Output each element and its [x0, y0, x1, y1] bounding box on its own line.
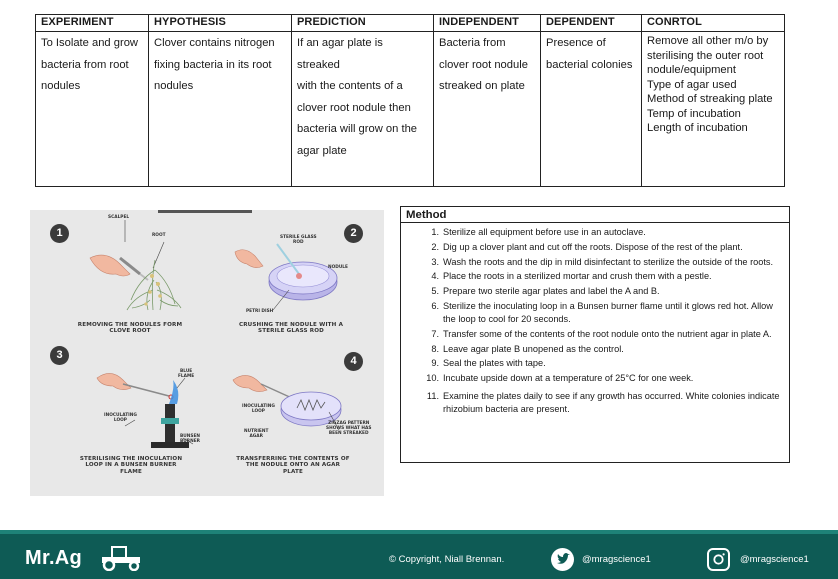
tractor-icon	[98, 545, 144, 571]
cell-line: Length of incubation	[647, 122, 748, 134]
list-item	[401, 241, 781, 254]
cell-independent	[434, 32, 541, 187]
cell-line: Method of streaking plate	[647, 93, 773, 105]
step-text: Wash the roots and the dip in mild disinfectant to sterilize the outside of the roots.	[443, 256, 774, 267]
cell-line: Temp of incubation	[647, 107, 741, 120]
step-badge-3: 3	[50, 346, 69, 365]
label-line: ROD	[293, 239, 304, 245]
step-text: Examine the plates daily to see if any growth has occurred. White colonies indicate rhizobium bacteria are present.	[443, 391, 780, 415]
cell-control	[642, 32, 785, 187]
divider	[158, 210, 252, 213]
list-item	[401, 226, 781, 239]
step-badge-1: 1	[50, 224, 69, 243]
header-control: CONRTOL	[642, 15, 785, 32]
step-number: 1.	[431, 227, 439, 237]
label-zigzag	[326, 422, 371, 437]
caption-step3	[62, 456, 200, 475]
caption-line: TRANSFERRING THE CONTENTS OF	[236, 456, 350, 462]
caption-line: PLATE	[283, 468, 303, 475]
cell-prediction	[292, 32, 434, 187]
label-line: LOOP	[113, 417, 127, 423]
label-line: BLUE	[179, 369, 193, 374]
cell-line: Remove all other m/o by	[647, 35, 769, 47]
cell-line: sterilising the outer root	[647, 49, 764, 62]
caption-line: CLOVE ROOT	[109, 328, 151, 335]
step-text: Place the roots in a sterilized mortar and crush them with a pestle.	[443, 271, 712, 282]
twitter-icon[interactable]	[551, 548, 574, 571]
twitter-handle[interactable]: @mragscience1	[582, 554, 651, 565]
label-line: LOOP	[251, 408, 265, 414]
cell-line: If an agar plate is streaked	[297, 37, 383, 71]
cell-line: clover root nodule then	[297, 101, 411, 114]
step-number: 8.	[431, 343, 439, 354]
step-text: Seal the plates with tape.	[443, 358, 546, 369]
label-scalpel: SCALPEL	[108, 215, 130, 220]
list-item	[401, 390, 781, 416]
label-line: BEEN STREAKED	[328, 430, 369, 436]
caption-line: FLAME	[120, 468, 142, 475]
step-number: 4.	[431, 271, 439, 282]
table-row	[36, 32, 785, 187]
footer	[0, 530, 838, 579]
label-nutrient-agar	[244, 430, 268, 440]
label-line: NUTRIENT	[244, 429, 269, 434]
cell-line: clover root nodule	[439, 58, 528, 71]
cell-line: Clover contains nitrogen	[154, 37, 275, 49]
list-item	[401, 372, 781, 385]
brand-logo	[25, 547, 82, 570]
step-number: 2.	[431, 241, 439, 252]
label-bunsen-burner	[180, 435, 200, 445]
label-line: STERILE GLASS	[280, 235, 317, 240]
label-root: ROOT	[152, 233, 166, 238]
list-item	[401, 300, 781, 326]
petri-dish-drawing	[225, 240, 345, 320]
cell-experiment	[36, 32, 149, 187]
cell-line: To Isolate and grow	[41, 37, 139, 49]
list-item	[401, 328, 781, 341]
list-item	[401, 285, 781, 298]
label-line: FLAME	[178, 373, 195, 379]
method-title: Method	[401, 207, 789, 223]
label-nodule: NODULE	[328, 265, 348, 270]
step-text: Prepare two sterile agar plates and label the A and B.	[443, 286, 660, 297]
instagram-handle[interactable]: @mragscience1	[740, 554, 809, 565]
cell-line: bacteria from root	[41, 58, 129, 71]
cell-hypothesis	[149, 32, 292, 187]
step-text: Sterilize the inoculating loop in a Bunsen burner flame until it glows red hot. Allow the loop to cool for 20 seconds.	[443, 300, 773, 324]
label-line: SHOWS WHAT HAS	[326, 425, 372, 431]
root-cutting-drawing	[70, 220, 190, 320]
step-text: Incubate upside down at a temperature of 25°C for one week.	[443, 373, 694, 384]
step-text: Leave agar plate B unopened as the control.	[443, 343, 624, 354]
step-number: 7.	[431, 328, 439, 339]
header-hypothesis: HYPOTHESIS	[149, 15, 292, 32]
label-blue-flame	[178, 370, 194, 380]
caption-line: STERILE GLASS ROD	[258, 328, 324, 335]
list-item	[401, 256, 781, 269]
caption-step2	[226, 322, 356, 335]
table-header-row	[36, 15, 785, 32]
list-item	[401, 357, 781, 370]
list-item	[401, 270, 781, 283]
instagram-icon[interactable]	[707, 548, 730, 571]
brand-name: Mr.Ag	[25, 547, 83, 569]
header-dependent: DEPENDENT	[541, 15, 642, 32]
step-number: 5.	[431, 286, 439, 297]
method-box	[400, 206, 790, 463]
label-line: INOCULATING	[242, 404, 275, 409]
label-line: INOCULATING	[104, 413, 137, 418]
step-badge-2: 2	[344, 224, 363, 243]
cell-line: bacterial colonies	[546, 58, 633, 71]
caption-line: STERILISING THE INOCULATION	[79, 456, 183, 462]
caption-line: LOOP IN A BUNSEN BURNER	[85, 462, 177, 469]
cell-line: Bacteria from	[439, 37, 506, 49]
label-petri-dish: PETRI DISH	[246, 309, 274, 314]
cell-line: with the contents of a	[297, 80, 403, 92]
label-sterile-rod	[280, 236, 317, 246]
cell-line: Presence of	[546, 37, 606, 49]
cell-line: Type of agar used	[647, 78, 737, 91]
step-number: 11.	[426, 391, 439, 402]
header-independent: INDEPENDENT	[434, 15, 541, 32]
cell-line: bacteria will grow on the	[297, 123, 418, 135]
caption-line: THE NODULE ONTO AN AGAR	[245, 462, 341, 469]
label-line: BURNER	[180, 438, 200, 444]
method-list	[401, 223, 789, 416]
copyright-text: © Copyright, Niall Brennan.	[389, 554, 505, 565]
label-line: AGAR	[249, 433, 263, 439]
step-number: 9.	[431, 358, 439, 369]
step-badge-4: 4	[344, 352, 363, 371]
cell-line: streaked on plate	[439, 80, 525, 92]
label-inoculating-loop-2	[242, 405, 275, 415]
caption-step4	[228, 456, 358, 475]
step-text: Dig up a clover plant and cut off the roots. Dispose of the rest of the plant.	[443, 241, 743, 252]
cell-line: nodule/equipment	[647, 64, 736, 76]
procedure-illustration	[30, 210, 384, 496]
step-number: 10.	[426, 373, 439, 384]
cell-line: nodules	[154, 80, 194, 92]
step-text: Sterilize all equipment before use in an autoclave.	[443, 227, 646, 237]
label-line: BUNSEN	[180, 434, 200, 439]
label-inoculating-loop	[104, 414, 137, 424]
experiment-table	[35, 14, 785, 187]
step-number: 3.	[431, 256, 439, 267]
caption-line: REMOVING THE NODULES FORM	[77, 322, 183, 328]
label-line: ZIGZAG PATTERN	[328, 421, 370, 426]
cell-line: nodules	[41, 80, 81, 92]
step-text: Transfer some of the contents of the root nodule onto the nutrient agar in plate A.	[443, 328, 772, 339]
cell-line: agar plate	[297, 144, 347, 157]
cell-dependent	[541, 32, 642, 187]
caption-line: CRUSHING THE NODULE WITH A	[238, 322, 344, 328]
cell-line: fixing bacteria in its root	[154, 58, 272, 71]
caption-step1	[60, 322, 200, 335]
step-number: 6.	[431, 300, 439, 311]
header-prediction: PREDICTION	[292, 15, 434, 32]
header-experiment: EXPERIMENT	[36, 15, 149, 32]
list-item	[401, 343, 781, 356]
